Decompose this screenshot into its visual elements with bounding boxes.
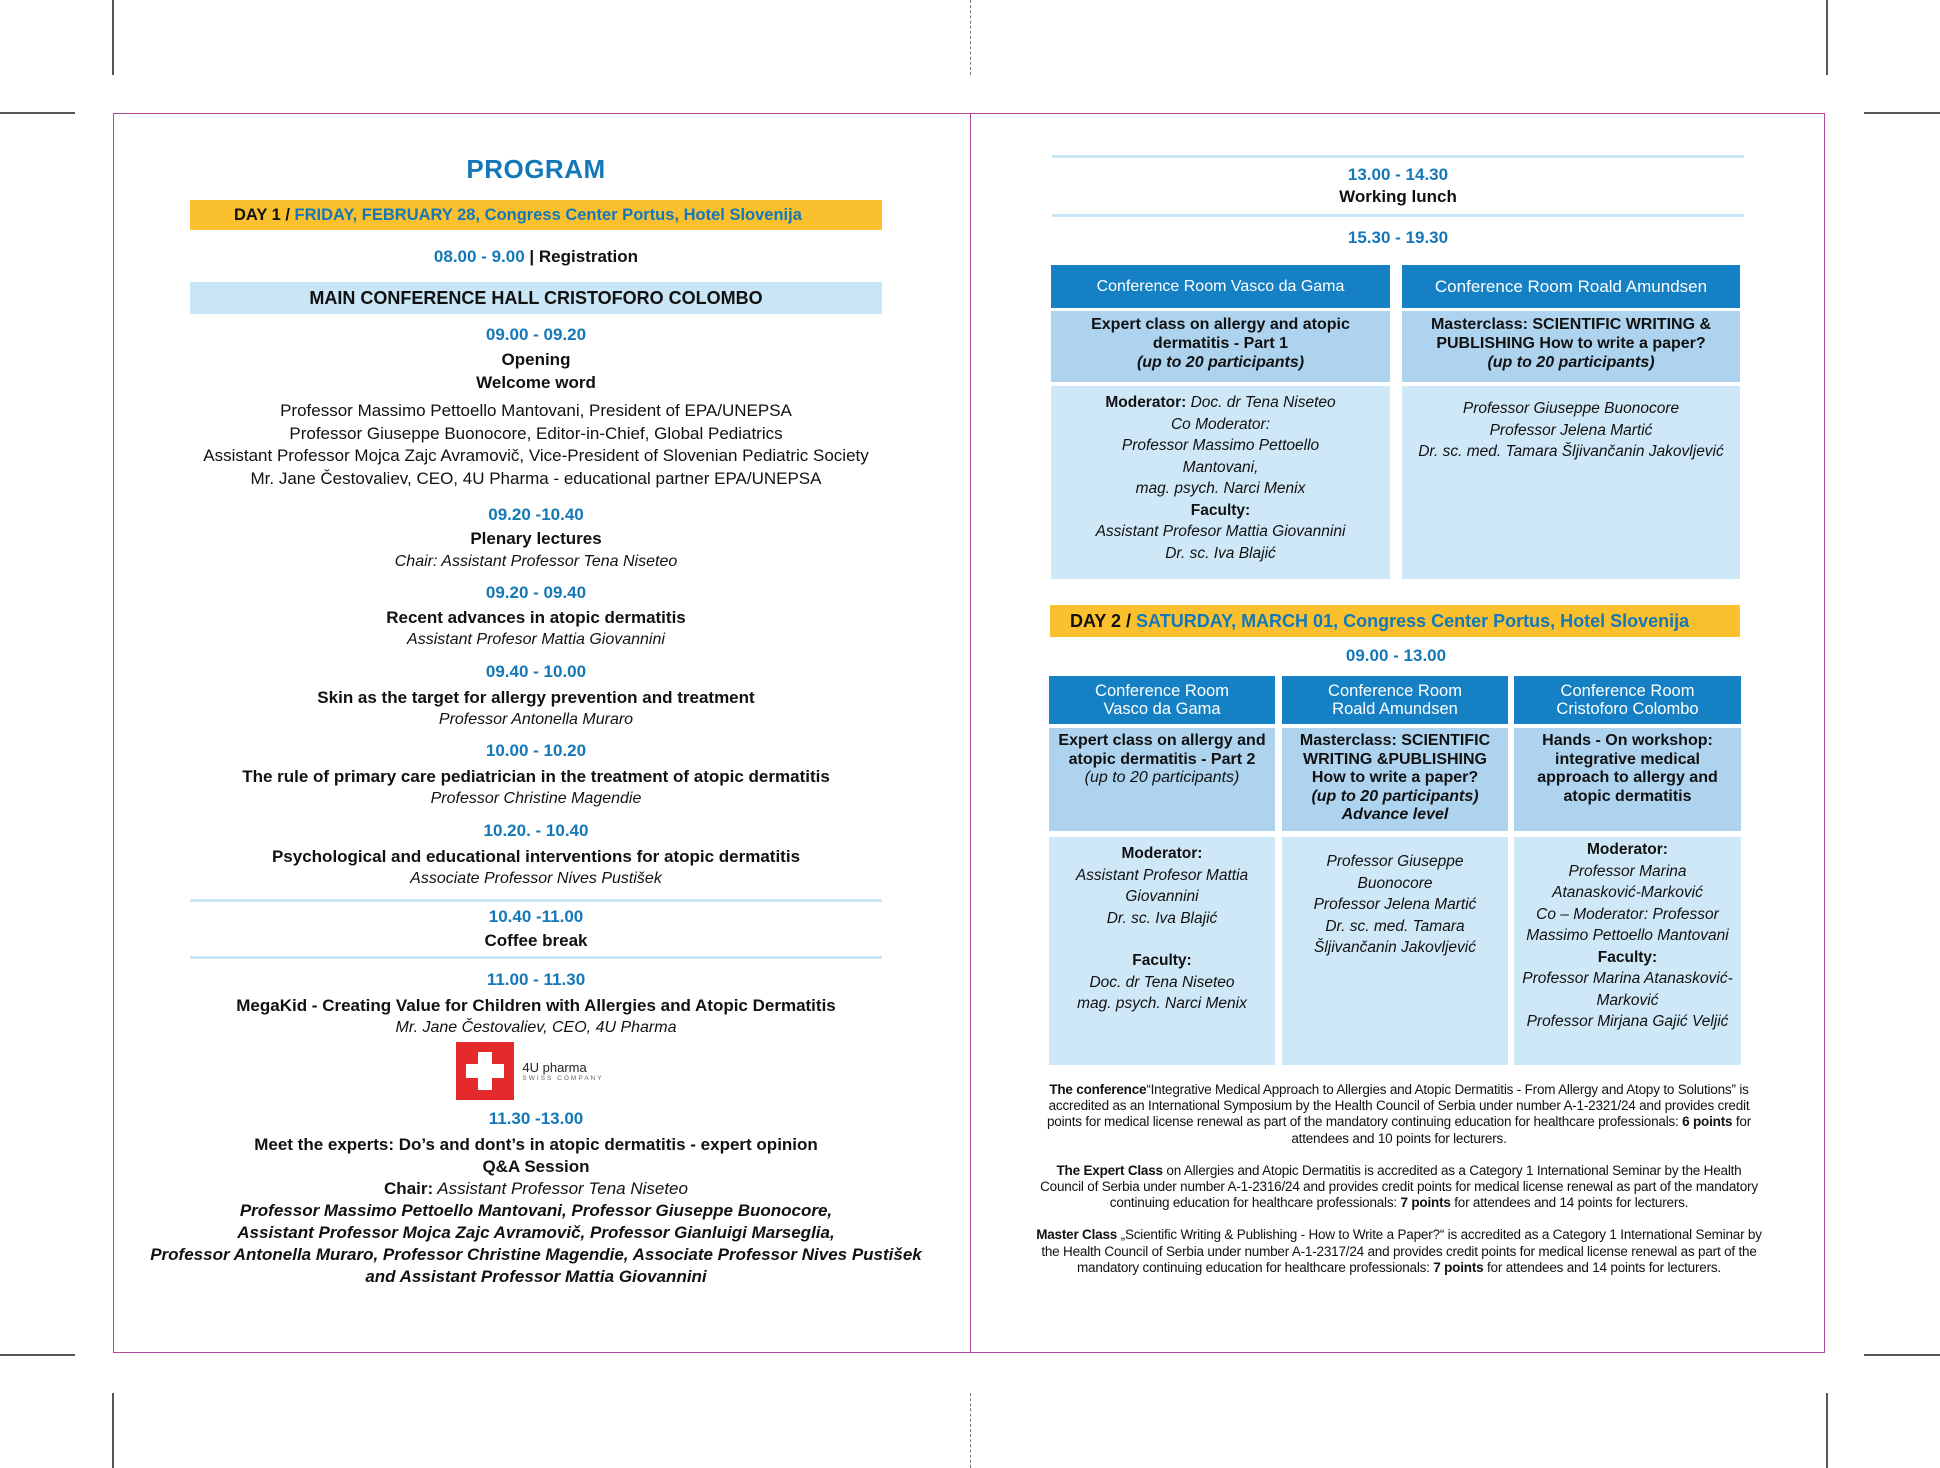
room-header-line: Roald Amundsen: [1332, 700, 1458, 718]
session-cell: [1402, 311, 1740, 382]
faculty-label: Faculty:: [1132, 952, 1192, 969]
person-line: Co Moderator:: [1170, 415, 1271, 433]
day2-time: 09.00 - 13.00: [1345, 646, 1447, 665]
opening-time: 09.00 - 09.20: [485, 325, 587, 344]
lunch-title: Working lunch: [1339, 187, 1457, 206]
room-header: Conference Room Vasco da Gama: [1051, 265, 1390, 308]
talk-speaker: Assistant Profesor Mattia Giovannini: [407, 631, 665, 648]
session-title-line: Expert class on allergy and atopic: [1091, 316, 1350, 333]
opening-speakers: [190, 400, 882, 490]
talk-title: The rule of primary care pediatrician in the treatment of atopic dermatitis: [242, 767, 830, 786]
people-cell: [1049, 837, 1275, 1065]
panel-line: Professor Antonella Muraro, Professor Christine Magendie, Associate Professor Nives Pustišek: [150, 1245, 922, 1264]
crop-mark: [1864, 1354, 1940, 1356]
person-line: Dr. sc. med. Tamara Šljivančanin Jakovljević: [1418, 443, 1724, 460]
chair-label: Chair:: [384, 1179, 434, 1198]
panel-line: Professor Massimo Pettoello Mantovani, Professor Giuseppe Buonocore,: [239, 1201, 833, 1220]
crop-mark: [0, 112, 75, 114]
people-cell: [1051, 386, 1390, 579]
accreditation-note: [1034, 1227, 1764, 1276]
person-line: Marković: [1596, 991, 1659, 1009]
person-line: Dr. sc. med. Tamara: [1325, 917, 1465, 935]
person-line: Buonocore: [1357, 874, 1433, 892]
room-header-line: Conference Room: [1328, 682, 1462, 700]
main-hall-bar: MAIN CONFERENCE HALL CRISTOFORO COLOMBO: [190, 282, 882, 314]
swiss-cross-icon: [456, 1042, 514, 1100]
afternoon-time: 15.30 - 19.30: [1347, 228, 1449, 247]
note-lead: The Expert Class: [1056, 1162, 1163, 1178]
person-line: mag. psych. Narci Menix: [1077, 995, 1247, 1012]
session-title-line: Hands - On workshop:: [1542, 732, 1713, 749]
day1-details: FRIDAY, FEBRUARY 28, Congress Center Portus, Hotel Slovenija: [294, 206, 802, 224]
person-line: Šljivančanin Jakovljević: [1314, 939, 1476, 956]
sponsor-logo: [190, 1042, 882, 1102]
faculty-label: Faculty:: [1190, 501, 1251, 519]
room-header-line: Vasco da Gama: [1103, 700, 1221, 718]
lunch-time: 13.00 - 14.30: [1347, 165, 1449, 184]
right-lunch: [1052, 155, 1744, 249]
crop-mark: [0, 1354, 75, 1356]
opening-title: Opening: [501, 350, 571, 369]
session-title-line: dermatitis - Part 1: [1152, 335, 1289, 352]
note-tail: for attendees and 14 points for lecturers.: [1483, 1259, 1721, 1275]
session-title-line: Masterclass: SCIENTIFIC WRITING &: [1430, 316, 1712, 333]
room-header-line: Conference Room: [1560, 682, 1695, 700]
person-line: Doc. dr Tena Niseteo: [1089, 973, 1235, 991]
day1-label: DAY 1 /: [234, 206, 295, 224]
session-title-line: Masterclass: SCIENTIFIC: [1299, 732, 1491, 749]
session-cell: [1051, 311, 1390, 382]
person-line: Professor Marina Atanasković-: [1522, 970, 1733, 987]
person-line: Dr. sc. Iva Blajić: [1165, 544, 1276, 562]
note-text: on Allergies and Atopic Dermatitis is accredited as a Category 1 International Seminar by the Health Council of Serbia under number A-1-2316/24 and provides credit points for medical license renewal as part of the mandatory continuing education for healthcare professionals:: [1040, 1162, 1758, 1211]
day2-label: DAY 2 /: [1070, 611, 1137, 631]
talk-item: [190, 820, 882, 889]
talk-time: 09.20 - 09.40: [485, 583, 587, 602]
fold-line: [970, 113, 971, 1353]
session-title-line: atopic dermatitis - Part 2: [1068, 750, 1256, 768]
room-header: [1282, 676, 1508, 724]
fold-mark: [970, 1393, 971, 1468]
person-line: Professor Marina: [1568, 862, 1687, 880]
moderator-label: Moderator:: [1105, 394, 1187, 411]
panel-line: Assistant Professor Mojca Zajc Avramovič, Professor Gianluigi Marseglia,: [237, 1223, 835, 1242]
plenary-title: Plenary lectures: [470, 529, 602, 548]
divider: [190, 956, 882, 959]
session-cell: [1049, 728, 1275, 831]
talk-speaker: Associate Professor Nives Pustišek: [410, 870, 662, 887]
session-title-line: Expert class on allergy and: [1058, 732, 1266, 749]
room-header: [1514, 676, 1741, 724]
divider: [190, 899, 882, 902]
experts-time: 11.30 -13.00: [488, 1109, 584, 1128]
talk-item: [190, 582, 882, 650]
experts-chair: [190, 1178, 882, 1200]
person-line: Atanasković-Marković: [1552, 884, 1703, 901]
talk-title: Recent advances in atopic dermatitis: [386, 608, 686, 627]
moderator-label: Moderator:: [1121, 845, 1203, 862]
logo-sub: SWISS COMPANY: [522, 1075, 604, 1082]
person-line: Assistant Profesor Mattia: [1075, 866, 1249, 884]
note-lead: Master Class: [1036, 1227, 1118, 1243]
people-cell: [1282, 837, 1508, 1065]
person-line: Massimo Pettoello Mantovani: [1526, 927, 1729, 944]
people-cell: [1402, 386, 1740, 579]
session-title-line: approach to allergy and: [1537, 769, 1718, 786]
coffee-time: 10.40 -11.00: [488, 907, 584, 926]
session-title-line: How to write a paper?: [1311, 769, 1479, 786]
session-title-line: atopic dermatitis: [1563, 787, 1692, 805]
session-title-line: WRITING &PUBLISHING: [1303, 750, 1487, 768]
faculty-label: Faculty:: [1597, 948, 1658, 966]
room-header: Conference Room Roald Amundsen: [1402, 265, 1740, 308]
plenary-time: 09.20 -10.40: [488, 505, 584, 524]
talk-time: 10.20. - 10.40: [483, 821, 589, 840]
people-cell: [1514, 837, 1741, 1065]
divider: [1052, 214, 1744, 217]
room-header-line: Conference Room: [1095, 682, 1229, 700]
note-points: 7 points: [1433, 1259, 1484, 1275]
session-note: (up to 20 participants): [1311, 787, 1479, 805]
accreditation-note: [1034, 1163, 1764, 1212]
talk-item: [190, 661, 882, 730]
person-line: Assistant Profesor Mattia Giovannini: [1095, 523, 1346, 540]
note-text: „Scientific Writing & Publishing - How to Write a Paper?“ is accredited as a Category 1 International Seminar by the Health Council of Serbia under number A-1-2317/24 and provides credit points for medical license renewal as part of the mandatory continuing education for healthcare professionals:: [1041, 1227, 1762, 1275]
crop-mark: [112, 0, 114, 75]
room-header: [1049, 676, 1275, 724]
registration-time: 08.00 - 9.00: [433, 247, 525, 266]
session-note: (up to 20 participants): [1136, 354, 1305, 371]
talk-time: 09.40 - 10.00: [485, 662, 587, 681]
session-cell: [1282, 728, 1508, 831]
person-line: Professor Mirjana Gajić Veljić: [1526, 1013, 1729, 1030]
coffee-title: Coffee break: [484, 931, 588, 950]
speaker-line: Professor Giuseppe Buonocore, Editor-in-Chief, Global Pediatrics: [289, 423, 783, 443]
logo-name: 4U pharma: [522, 1060, 587, 1075]
session-title-line: PUBLISHING How to write a paper?: [1436, 335, 1706, 352]
speaker-line: Mr. Jane Čestovaliev, CEO, 4U Pharma - educational partner EPA/UNEPSA: [250, 468, 822, 488]
moderator-name: Doc. dr Tena Niseteo: [1186, 394, 1336, 411]
talk-item: [190, 740, 882, 809]
megakid-speaker: Mr. Jane Čestovaliev, CEO, 4U Pharma: [395, 1019, 677, 1036]
talk-time: 10.00 - 10.20: [485, 741, 587, 760]
registration-sep: |: [524, 247, 539, 266]
talk-title: Psychological and educational interventions for atopic dermatitis: [271, 847, 801, 866]
experts-qa: Q&A Session: [482, 1157, 590, 1176]
4u-pharma-logo: [456, 1042, 603, 1100]
chair-name: Assistant Professor Tena Niseteo: [433, 1179, 688, 1198]
room-header-line: Cristoforo Colombo: [1556, 700, 1699, 718]
note-text: “Integrative Medical Approach to Allergies and Atopic Dermatitis - From Allergy and Atopy to Solutions” is accredited as an International Symposium by the Health Council of Serbia under number A-1-2321/24 and provides credit points for medical license renewal as part of the mandatory continuing education for healthcare professionals:: [1046, 1082, 1750, 1130]
fold-mark: [970, 0, 971, 75]
person-line: Professor Giuseppe: [1326, 853, 1464, 870]
person-line: Dr. sc. Iva Blajić: [1106, 909, 1218, 927]
person-line: Co – Moderator: Professor: [1536, 905, 1719, 923]
note-tail: for attendees and 14 points for lecturers.: [1450, 1195, 1689, 1211]
person-line: Mantovani,: [1182, 458, 1259, 476]
registration: [190, 246, 882, 268]
opening-subtitle: Welcome word: [476, 373, 596, 392]
moderator-label: Moderator:: [1587, 841, 1668, 858]
panel-line: and Assistant Professor Mattia Giovannini: [365, 1267, 707, 1286]
speaker-line: Professor Massimo Pettoello Mantovani, President of EPA/UNEPSA: [280, 401, 792, 420]
session-note: (up to 20 participants): [1487, 354, 1655, 371]
person-line: Professor Massimo Pettoello: [1121, 437, 1320, 454]
day1-bar: [190, 200, 882, 230]
person-line: mag. psych. Narci Menix: [1135, 480, 1306, 497]
crop-mark: [1826, 1393, 1828, 1468]
person-line: Professor Jelena Martić: [1489, 421, 1653, 439]
megakid-time: 11.00 - 11.30: [486, 970, 586, 989]
day2-bar: [1050, 605, 1740, 637]
crop-mark: [1864, 112, 1940, 114]
note-points: 7 points: [1400, 1195, 1451, 1211]
person-line: Giovannini: [1125, 888, 1199, 905]
registration-label: Registration: [538, 247, 639, 266]
divider: [1052, 155, 1744, 158]
experts-title: Meet the experts: Do’s and dont’s in atopic dermatitis - expert opinion: [254, 1135, 818, 1154]
crop-mark: [1826, 0, 1828, 75]
session-cell: [1514, 728, 1741, 831]
crop-mark: [112, 1393, 114, 1468]
session-note: (up to 20 participants): [1084, 769, 1240, 786]
person-line: Professor Jelena Martić: [1313, 896, 1477, 913]
talk-speaker: Professor Christine Magendie: [430, 790, 642, 807]
page-title: PROGRAM: [466, 154, 606, 184]
note-points: 6 points: [1682, 1114, 1733, 1130]
session-title-line: integrative medical: [1555, 750, 1700, 768]
accreditation-notes: [1034, 1082, 1764, 1292]
megakid-title: MegaKid - Creating Value for Children with Allergies and Atopic Dermatitis: [236, 996, 836, 1015]
plenary-chair: Chair: Assistant Professor Tena Niseteo: [394, 553, 678, 570]
person-line: Professor Giuseppe Buonocore: [1462, 400, 1680, 417]
experts-panel: [150, 1200, 922, 1288]
left-column: [150, 150, 922, 1288]
note-lead: The conference: [1049, 1082, 1147, 1097]
talk-title: Skin as the target for allergy prevention and treatment: [317, 688, 755, 707]
session-note: Advance level: [1341, 806, 1449, 823]
day2-details: SATURDAY, MARCH 01, Congress Center Portus, Hotel Slovenija: [1136, 611, 1690, 631]
talk-speaker: Professor Antonella Muraro: [438, 711, 634, 728]
note-tail: for attendees and 10 points for lecturers.: [1291, 1114, 1752, 1146]
speaker-line: Assistant Professor Mojca Zajc Avramovič, Vice-President of Slovenian Pediatric Society: [203, 446, 869, 465]
accreditation-note: [1034, 1082, 1764, 1147]
